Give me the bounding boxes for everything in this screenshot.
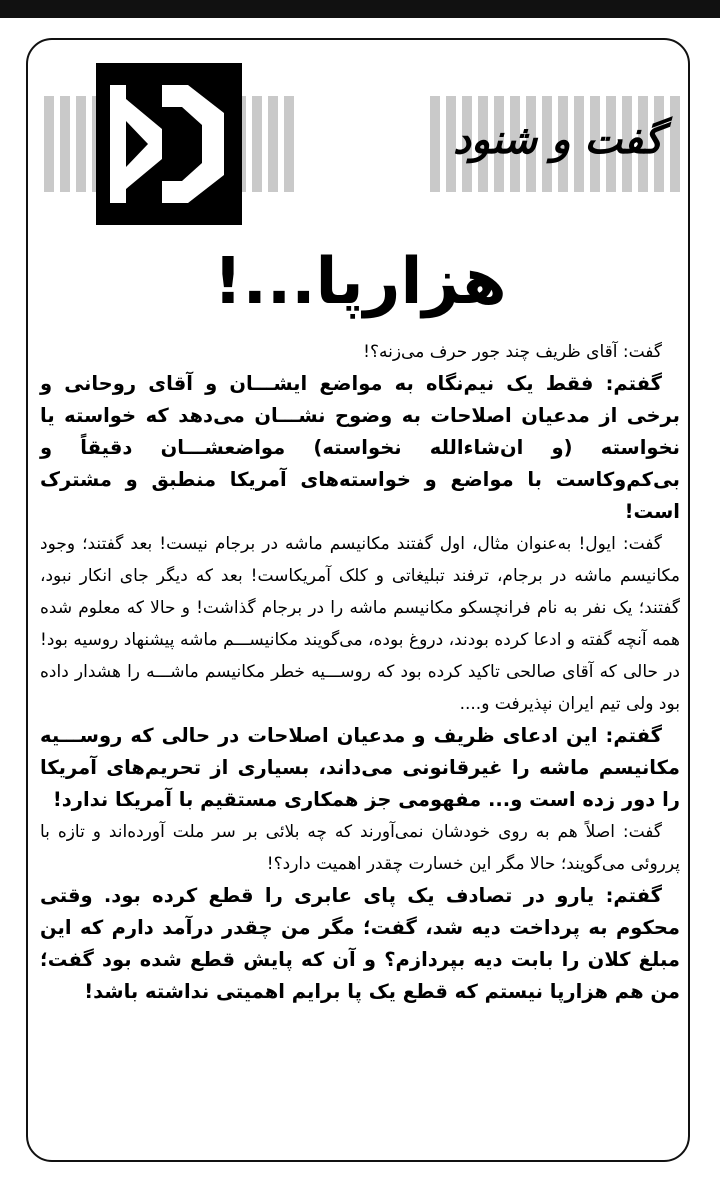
column-logo xyxy=(96,63,242,225)
paragraph-question: گفت: ایول! به‌عنوان مثال، اول گفتند مکانیسم ماشه در برجام نیست! بعد گفتند؛ وجود مکانیسم ماشه در برجام، ترفند تبلیغاتی و کلک آمریکاست! بعد که دیگر جای انکار نبود، گفتند؛ یک نفر به نام فرانچسکو مکانیسم ماشه را در برجام گذاشت! و حالا که معلوم شده همه آنچه گفته و ادعا کرده بودند، دروغ بوده، می‌گویند مکانیســـم ماشه پیشنهاد روسیه بود! در حالی که آقای صالحی تاکید کرده بود که روســـیه خطر مکانیسم ماشـــه را هشدار داده بود ولی تیم ایران نپذیرفت و.... xyxy=(40,534,680,714)
article-body xyxy=(40,336,680,1008)
headline: هزارپا...! xyxy=(213,245,507,319)
paragraph-answer: گفتم: فقط یک نیم‌نگاه به مواضع ایشـــان و آقای روحانی و برخی از مدعیان اصلاحات به وضوح نشـــان می‌دهد که خواسته یا نخواسته (و ان‌شاءالله نخواسته) مواضعشـــان دقیقاً و بی‌کم‌وکاست با مواضع و خواسته‌های آمریکا منطبق و مشترک است! xyxy=(40,372,680,523)
top-rule xyxy=(0,0,720,18)
paragraph-question: گفت: اصلاً هم به روی خودشان نمی‌آورند که چه بلائی بر سر ملت آورده‌اند و تازه با پرروئی می‌گویند؛ حالا مگر این خسارت چقدر اهمیت دارد؟! xyxy=(40,822,680,874)
section-title: گفت و شنود xyxy=(453,117,663,163)
paragraph-question: گفت: آقای ظریف چند جور حرف می‌زنه؟! xyxy=(363,342,662,362)
paragraph-answer: گفتم: یارو در تصادف یک پای عابری را قطع کرده بود. وقتی محکوم به پرداخت دیه شد، گفت؛ مگر من چقدر درآمد دارم که این مبلغ کلان را بابت دیه بپردازم؟ و آن که پایش قطع شده بود گفت؛ من هم هزارپا نیستم که قطع یک پا برایم اهمیتی نداشته باشد! xyxy=(40,884,680,1003)
paragraph-answer: گفتم: این ادعای ظریف و مدعیان اصلاحات در حالی که روســـیه مکانیسم ماشه را غیرقانونی می‌داند، بسیاری از تحریم‌های آمریکا را دور زده است و... مفهومی جز همکاری مستقیم با آمریکا ندارد! xyxy=(40,724,680,811)
